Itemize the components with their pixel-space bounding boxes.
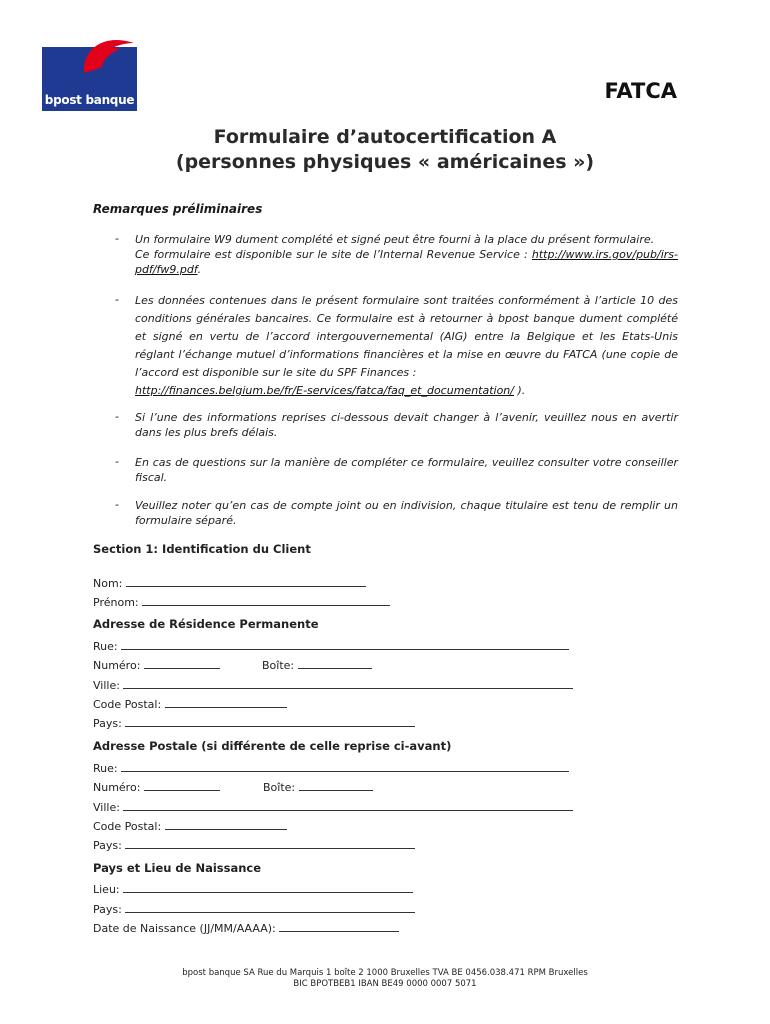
residence-ville-field[interactable] [93,678,573,692]
bullet-dash: - [115,455,119,468]
bullet-dash: - [115,293,119,306]
prenom-label: Prénom: [93,596,139,609]
ville-input-line[interactable] [123,678,573,689]
code-postal-label: Code Postal: [93,698,162,711]
postale-numero-field[interactable] [93,780,220,794]
remark-item-4: En cas de questions sur la manière de compléter ce formulaire, veuillez consulter votre conseiller fiscal. [135,456,678,484]
date-input-line[interactable] [279,921,399,932]
residence-numero-field[interactable] [93,658,220,672]
numero-input-line[interactable] [144,780,220,791]
section-1-heading: Section 1: Identification du Client [93,542,311,556]
residence-boite-field[interactable] [262,658,372,672]
remark-item-5: Veuillez noter qu’en cas de compte joint ou en indivision, chaque titulaire est tenu de remplir un formulaire séparé. [135,499,678,527]
footer-line-1: bpost banque SA Rue du Marquis 1 boîte 2 1000 Bruxelles TVA BE 0456.038.471 RPM Bruxelles [182,968,588,978]
rue-input-line[interactable] [121,761,569,772]
lieu-input-line[interactable] [123,882,413,893]
lieu-label: Lieu: [93,883,120,896]
naissance-pays-field[interactable] [93,902,415,916]
remark-item-3: Si l’une des informations reprises ci-dessous devait changer à l’avenir, veuillez nous en avertir dans les plus brefs délais. [135,411,678,439]
numero-label: Numéro: [93,781,141,794]
pays-label: Pays: [93,903,122,916]
remark-1-text-c: . [197,263,202,276]
postale-boite-field[interactable] [263,780,373,794]
bullet-dash: - [115,232,119,245]
ville-label: Ville: [93,679,120,692]
postale-ville-field[interactable] [93,800,573,814]
residence-heading: Adresse de Résidence Permanente [93,617,319,631]
ville-input-line[interactable] [123,800,573,811]
pays-input-line[interactable] [125,838,415,849]
residence-code-postal-field[interactable] [93,697,287,711]
pays-label: Pays: [93,717,122,730]
boite-input-line[interactable] [298,658,372,669]
naissance-heading: Pays et Lieu de Naissance [93,861,262,875]
postale-heading: Adresse Postale (si différente de celle reprise ci-avant) [93,739,452,753]
code-postal-input-line[interactable] [165,819,287,830]
irs-link[interactable]: http://www.irs.gov/pub/irs-pdf/fw9.pdf [135,248,678,276]
form-title-line2: (personnes physiques « américaines ») [175,151,595,173]
code-postal-label: Code Postal: [93,820,162,833]
naissance-lieu-field[interactable] [93,882,413,896]
naissance-date-field[interactable] [93,921,399,935]
fatca-heading: FATCA [604,79,677,103]
prenom-input-line[interactable] [142,595,390,606]
bpost-horn-icon [42,27,137,91]
remark-2-text-a: Les données contenues dans le présent formulaire sont traitées conformément à l’article 10 des conditions générales bancaires. Ce formulaire est à retourner à bpost banque dument complété et signé en vertu de l’accord intergouvernemental (AIG) entre la Belgique et les Etats-Unis réglant l’échange mutuel d’informations financières et la mise en œuvre du FATCA (une copie de l’accord est disponible sur le site du SPF Finances : [135,294,678,379]
nom-label: Nom: [93,577,123,590]
remark-1-text-b: Ce formulaire est disponible sur le site de l’Internal Revenue Service : [135,248,532,261]
remark-2-text-c: ). [514,384,526,397]
remarks-heading: Remarques préliminaires [93,202,263,216]
prenom-field[interactable] [93,595,390,609]
residence-pays-field[interactable] [93,716,415,730]
postale-code-postal-field[interactable] [93,819,287,833]
pays-label: Pays: [93,839,122,852]
bullet-dash: - [115,498,119,511]
nom-input-line[interactable] [126,576,366,587]
ville-label: Ville: [93,801,120,814]
rue-label: Rue: [93,762,118,775]
postale-rue-field[interactable] [93,761,569,775]
rue-input-line[interactable] [121,639,569,650]
nom-field[interactable] [93,576,366,590]
bpost-banque-logo [42,47,137,111]
remark-item-1 [135,232,678,277]
pays-input-line[interactable] [125,902,415,913]
form-title-line1: Formulaire d’autocertification A [213,126,557,148]
footer-line-2: BIC BPOTBEB1 IBAN BE49 0000 0007 5071 [293,979,477,989]
boite-label: Boîte: [263,781,296,794]
postale-pays-field[interactable] [93,838,415,852]
remark-item-2 [135,292,678,400]
numero-input-line[interactable] [144,658,220,669]
code-postal-input-line[interactable] [165,697,287,708]
remark-1-text-a: Un formulaire W9 dument complété et signé peut être fourni à la place du présent formulaire. [135,233,655,246]
boite-label: Boîte: [262,659,295,672]
logo-text: bpost banque [44,93,135,107]
spf-finances-link[interactable]: http://finances.belgium.be/fr/E-services/fatca/faq_et_documentation/ [135,384,514,397]
numero-label: Numéro: [93,659,141,672]
rue-label: Rue: [93,640,118,653]
bullet-dash: - [115,410,119,423]
pays-input-line[interactable] [125,716,415,727]
residence-rue-field[interactable] [93,639,569,653]
boite-input-line[interactable] [299,780,373,791]
date-label: Date de Naissance (JJ/MM/AAAA): [93,922,276,935]
